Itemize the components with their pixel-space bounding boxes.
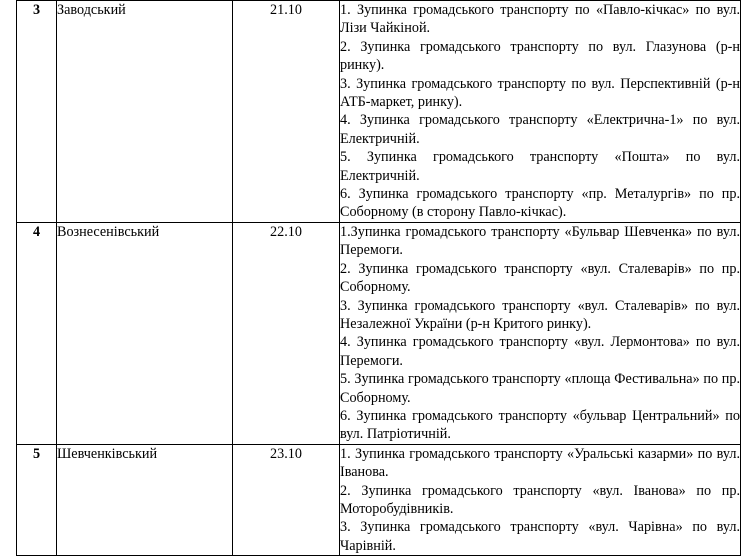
stop-item: 3. Зупинка громадського транспорту по вул. Перспективній (р-н АТБ-маркет, ринку). bbox=[340, 75, 740, 111]
stop-item: 1. Зупинка громадського транспорту по «Павло-кічкас» по вул. Лізи Чайкіной. bbox=[340, 2, 740, 37]
stop-item: 2. Зупинка громадського транспорту «вул. Сталеварів» по пр. Соборному. bbox=[340, 260, 740, 296]
stop-item: 2. Зупинка громадського транспорту «вул. Іванова» по пр. Моторобудівників. bbox=[340, 482, 740, 517]
stop-item: 1. Зупинка громадського транспорту «Уральські казарми» по вул. Іванова. bbox=[340, 445, 740, 481]
stops-cell bbox=[340, 222, 741, 444]
district-name: Заводський bbox=[57, 1, 233, 223]
schedule-table bbox=[16, 0, 741, 556]
table-row-4 bbox=[17, 222, 741, 444]
stop-item: 4. Зупинка громадського транспорту «Електрична-1» по вул. Електричній. bbox=[340, 112, 740, 147]
stop-item: 3. Зупинка громадського транспорту «вул. Чарівна» по вул. Чарівній. bbox=[340, 519, 740, 554]
stop-item: 6. Зупинка громадського транспорту «бульвар Центральний» по вул. Патріотичній. bbox=[340, 407, 740, 443]
date-cell: 21.10 bbox=[233, 1, 340, 223]
stop-item: 5. Зупинка громадського транспорту «Пошта» по вул. Електричній. bbox=[340, 149, 740, 184]
row-number: 3 bbox=[17, 1, 57, 223]
stop-item: 4. Зупинка громадського транспорту «вул. Лермонтова» по вул. Перемоги. bbox=[340, 334, 740, 369]
table-row-5 bbox=[17, 444, 741, 555]
stop-item: 3. Зупинка громадського транспорту «вул. Сталеварів» по вул. Незалежної України (р-н Критого ринку). bbox=[340, 297, 740, 332]
date-cell: 22.10 bbox=[233, 222, 340, 444]
stops-cell bbox=[340, 1, 741, 223]
row-number: 4 bbox=[17, 222, 57, 444]
district-name: Вознесенівський bbox=[57, 222, 233, 444]
stop-item: 1.Зупинка громадського транспорту «Бульвар Шевченка» по вул. Перемоги. bbox=[340, 223, 740, 259]
stop-item: 6. Зупинка громадського транспорту «пр. Металургів» по пр. Соборному (в сторону Павло-кічкас). bbox=[340, 186, 740, 221]
stop-item: 5. Зупинка громадського транспорту «площа Фестивальна» по пр. Соборному. bbox=[340, 371, 740, 406]
date-cell: 23.10 bbox=[233, 444, 340, 555]
table-row-3 bbox=[17, 1, 741, 223]
row-number: 5 bbox=[17, 444, 57, 555]
district-name: Шевченківський bbox=[57, 444, 233, 555]
stop-item: 2. Зупинка громадського транспорту по вул. Глазунова (р-н ринку). bbox=[340, 38, 740, 74]
stops-cell bbox=[340, 444, 741, 555]
